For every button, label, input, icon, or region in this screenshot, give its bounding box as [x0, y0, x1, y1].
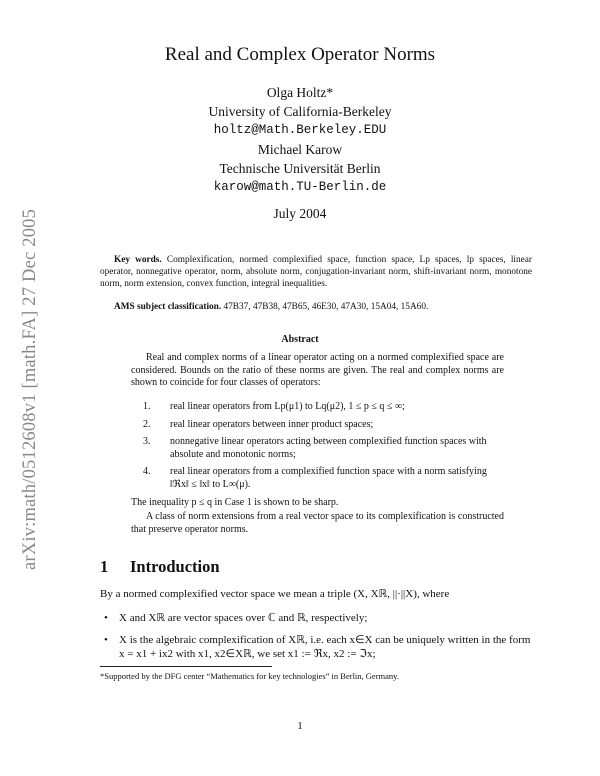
- footnote: *Supported by the DFG center “Mathematics for key technologies” in Berlin, Germany.: [100, 671, 399, 681]
- section-intro: By a normed complexified vector space we mean a triple (X, Xℝ, ||·||X), where: [100, 588, 450, 600]
- section-number: 1: [100, 557, 109, 576]
- paper-date: July 2004: [273, 206, 327, 221]
- list-item: 3. nonnegative linear operators acting between complexified function spaces with absolute and monotonic norms;: [143, 436, 487, 460]
- list-item: 4. real linear operators from a complexified function space with a norm satisfying ‖ℜx‖ ≤ ‖x‖ to L∞(μ).: [143, 466, 487, 490]
- author-name: Michael Karow: [257, 142, 343, 157]
- abstract-intro: Real and complex norms of a linear operator acting on a normed complexified space are considered. Bounds on the ratio of these norms are given. The real and complex norms are shown to coincide for four classes of operators:: [131, 352, 504, 389]
- author-email: holtz@Math.Berkeley.EDU: [213, 123, 387, 137]
- author-name: Olga Holtz*: [266, 85, 334, 100]
- abstract-list: [140, 401, 504, 497]
- ams-text: 47B37, 47B38, 47B65, 46E30, 47A30, 15A04, 15A60.: [223, 302, 429, 312]
- author-email: karow@math.TU-Berlin.de: [213, 180, 387, 194]
- footnote-rule: [100, 666, 272, 667]
- definition-bullets: [100, 611, 532, 669]
- author-block-2: [0, 140, 600, 197]
- abstract-sharpness: The inequality p ≤ q in Case 1 is shown to be sharp.: [131, 497, 339, 508]
- list-item: • X and Xℝ are vector spaces over ℂ and ℝ, respectively;: [104, 612, 368, 624]
- list-item: 1. real linear operators from Lp(μ1) to Lq(μ2), 1 ≤ p ≤ q ≤ ∞;: [143, 401, 405, 412]
- paper-title: Real and Complex Operator Norms: [164, 44, 436, 65]
- keywords-label: Key words.: [114, 255, 162, 265]
- section-heading: [100, 557, 220, 577]
- keywords-text: Complexification, normed complexified space, function space, Lp spaces, lp spaces, linear operator, nonnegative operator, norm, absolute norm, conjugation-invariant norm, shift-invariant norm, monotone norm, norm extension, convex function, integral inequalities.: [100, 255, 533, 289]
- abstract-heading: Abstract: [281, 334, 319, 345]
- list-item: • X is the algebraic complexification of Xℝ, i.e. each x∈X can be uniquely written in the form x = x1 + ix2 with x1, x2∈Xℝ, we set x1 := ℜx, x2 := ℑx;: [104, 634, 531, 660]
- section-title: Introduction: [130, 557, 220, 576]
- abstract-closing: A class of norm extensions from a real vector space to its complexification is constructed that preserve operator norms.: [131, 511, 504, 535]
- author-affiliation: Technische Universität Berlin: [219, 161, 381, 176]
- ams-label: AMS subject classification.: [114, 302, 222, 312]
- arxiv-stamp: arXiv:math/0512608v1 [math.FA] 27 Dec 2005: [20, 208, 40, 570]
- keywords: [100, 254, 532, 290]
- list-item: 2. real linear operators between inner product spaces;: [143, 418, 374, 430]
- ams-classification: [100, 301, 532, 313]
- author-affiliation: University of California-Berkeley: [208, 104, 392, 119]
- author-block-1: [0, 83, 600, 140]
- page-number: 1: [297, 720, 303, 732]
